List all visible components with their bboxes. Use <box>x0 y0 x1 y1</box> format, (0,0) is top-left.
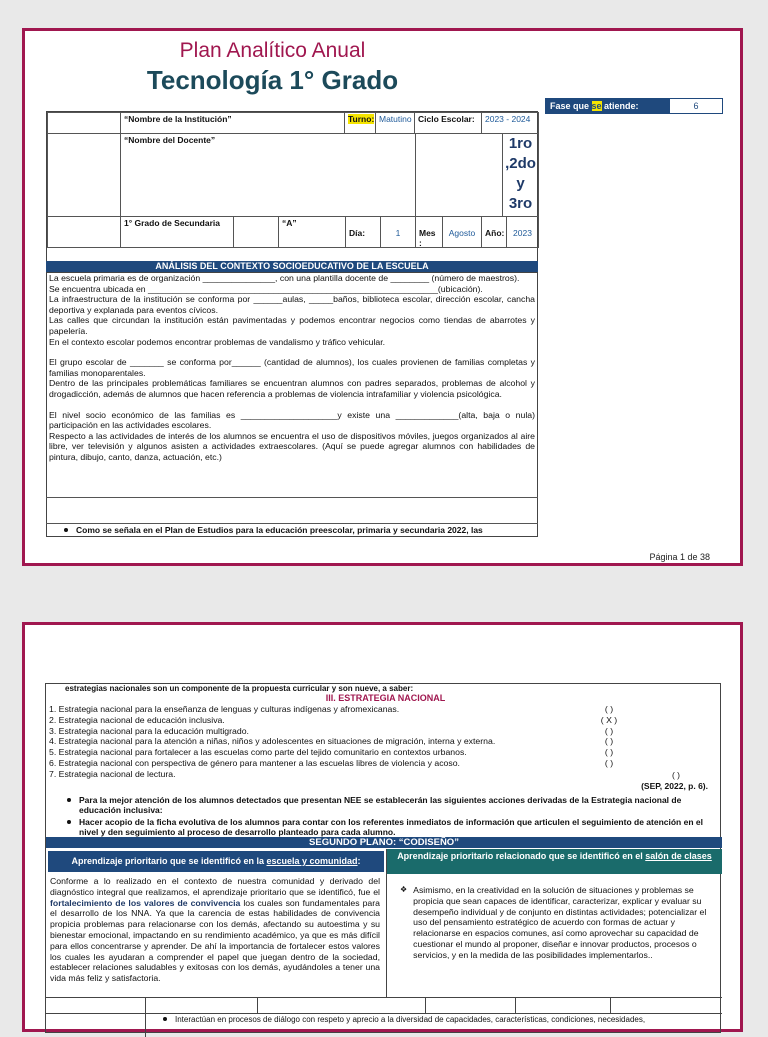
strategy-item: 4. Estrategia nacional para la atención a niñas, niños y adolescentes en situaciones de migración, interna y externa. ( ) <box>49 736 709 747</box>
grado-cell: 1° Grado de Secundaria <box>120 216 234 248</box>
document-subtitle: Tecnología 1° Grado <box>146 65 399 95</box>
divider <box>425 997 426 1013</box>
diamond-bullet-icon: ❖ <box>400 885 408 894</box>
paragraph: Las calles que circundan la institución están pavimentadas y podemos encontrar negocios como tiendas de abarrotes y papelería. <box>49 315 535 336</box>
empty-cell <box>233 216 279 248</box>
divider <box>515 997 516 1013</box>
empty-cell <box>47 133 121 217</box>
fase-box <box>545 98 723 114</box>
strategy-title: III. ESTRATEGIA NACIONAL <box>325 693 446 703</box>
docente-cell: “Nombre del Docente” <box>120 133 416 217</box>
divider <box>145 997 146 1037</box>
divider <box>46 497 538 498</box>
paragraph: La infraestructura de la institución se conforma por ______aulas, _____baños, biblioteca escolar, dirección escolar, cancha deportiva y explanada para eventos cívicos. <box>49 294 535 315</box>
strategy-item: 6. Estrategia nacional con perspectiva de género para mantener a las escuelas libres de violencia y acoso. ( ) <box>49 758 709 769</box>
document-page-1 <box>22 28 743 566</box>
bullet-dot-icon <box>67 820 71 824</box>
mes-label: Mes : <box>415 216 443 248</box>
bullet-item: Como se señala en el Plan de Estudios para la educación preescolar, primaria y secundaria 2022, las <box>46 525 483 535</box>
strategy-item: 1. Estrategia nacional para la enseñanza de lenguas y culturas indígenas y afromexicanas. ( ) <box>49 704 709 715</box>
bullet-dot-icon <box>163 1017 167 1021</box>
document-title: Plan Analítico Anual <box>179 39 366 62</box>
strategy-item: 7. Estrategia nacional de lectura. <box>49 769 709 780</box>
paragraph: Se encuentra ubicada en ____________________________________________________________(ubicación). <box>49 283 483 294</box>
anio-label: Año: <box>481 216 507 248</box>
nee-bullets <box>49 795 719 837</box>
page-number: Página 1 de 38 <box>649 552 710 562</box>
strategy-item: 2. Estrategia nacional de educación inclusiva. ( X ) <box>49 715 709 726</box>
fase-value: 6 <box>693 101 699 111</box>
col-body-escuela: Conforme a lo realizado en el contexto de nuestra comunidad y derivado del diagnóstico integral que realizamos, el aprendizaje prioritario que se identificó, fue el fortalecimiento de los valores de convivencia los cuales son fundamentales para el desarrollo de los NNA. Ya que la carencia de estas habilidades de convivencia propicia problemas para relacionarse con los demás, afectando su autoestima y su bienestar emocional, impactando en su rendimiento académico, ya que es más difícil para ellos concentrarse y aprender. De ahí la importancia de fortalecer estos valores los cuales les ayudaran a comprender el papel que juegan dentro de la sociedad, establecer relaciones saludables y exitosas con los demás, ayudándoles a tener una vida más feliz y satisfactoria. <box>50 876 380 984</box>
strategy-checkbox[interactable]: ( ) <box>604 704 614 714</box>
col-body-salon: ❖ Asimismo, en la creatividad en la solución de situaciones y problemas se propicia que sean capaces de identificar, caracterizar, explicar y evaluar su desempeño individual y de conjunto en distintas actividades; potencializar el uso del pensamiento estratégico de acuerdo con formas de actuar y relacionarse en espacios comunes, así como aprovechar su capacidad de cuestionar el mundo al proponer, diseñar e innovar productos, procesos o servicios, y en la medida de las posibilidades implementarlos.. <box>400 885 707 960</box>
header-table <box>46 111 538 263</box>
col-head-escuela: Aprendizaje prioritario que se identificó en la escuela y comunidad: <box>46 849 386 874</box>
divider <box>257 997 258 1013</box>
strategy-checkbox[interactable]: ( ) <box>671 770 680 780</box>
anio-value: 2023 <box>506 216 539 248</box>
bullet-item: Hacer acopio de la ficha evolutiva de los alumnos para contar con los referentes inmediatos de información que articulen el seguimiento de atención en el nivel y den seguimiento al proceso de desarrollo planteado para cada alumno. <box>49 817 719 837</box>
strategy-item: 5. Estrategia nacional para fortalecer a las escuelas como parte del tejido comunitario en contextos urbanos. ( ) <box>49 747 709 758</box>
empty-cell <box>47 216 121 248</box>
context-text <box>49 273 535 463</box>
fase-label: Fase que se atiende: <box>546 99 670 113</box>
document-page-2 <box>22 622 743 1032</box>
divider <box>610 997 611 1013</box>
bullet-item: Para la mejor atención de los alumnos detectados que presentan NEE se establecerán las siguientes acciones derivadas de la Estrategia nacional de educación inclusiva: <box>49 795 719 815</box>
ciclo-label: Ciclo Escolar: <box>414 112 482 134</box>
citation: (SEP, 2022, p. 6). <box>641 781 708 791</box>
empty-cell <box>47 112 121 134</box>
bullet-dot-icon <box>64 528 68 532</box>
paragraph: El grupo escolar de _______ se conforma por______ (cantidad de alumnos), los cuales provienen de familias completas y familias monoparentales. <box>49 357 535 378</box>
paragraph: En el contexto escolar podemos encontrar problemas de vandalismo y tráfico vehicular. <box>49 336 386 347</box>
mes-value: Agosto <box>442 216 482 248</box>
paragraph: El nivel socio económico de las familias es ____________________y existe una _____________(alta, baja o nula) participación en las actividades escolares. <box>49 409 535 431</box>
ciclo-value: 2023 - 2024 <box>481 112 539 134</box>
section-title-codiseno: SEGUNDO PLANO: “CODISEÑO” <box>46 837 722 848</box>
paragraph: La escuela primaria es de organización _______________, con una plantilla docente de ________ (número de maestros). <box>49 273 520 283</box>
turno-value: Matutino <box>375 112 415 134</box>
dia-label: Día: <box>345 216 381 248</box>
divider <box>46 997 722 998</box>
turno-label: Turno: <box>344 112 376 134</box>
bullet-item: Interactúan en procesos de diálogo con respeto y aprecio a la diversidad de capacidades, características, condiciones, necesidades, <box>155 1015 715 1024</box>
divider <box>46 523 538 524</box>
bullet-dot-icon <box>67 798 71 802</box>
strategy-item: 3. Estrategia nacional para la educación multigrado. ( ) <box>49 726 709 737</box>
paragraph: Respecto a las actividades de interés de los alumnos se encuentra el uso de dispositivos móviles, juegos organizados al aire libre, ver televisión y algunos asisten a actividades extraescolares. (Aquí se puede agregar alumnos con habilidades de pintura, dibujo, canto, danza, actuación, etc.) <box>49 430 535 462</box>
strategy-checkbox[interactable]: ( ) <box>604 725 614 736</box>
dia-value: 1 <box>380 216 416 248</box>
highlighted-word: se <box>591 101 602 111</box>
strategy-checkbox[interactable]: ( ) <box>604 757 614 768</box>
strategy-checkbox[interactable] <box>589 769 629 780</box>
paragraph: Dentro de las principales problemáticas familiares se encuentran alumnos con padres separados, problemas de alcohol y drogadicción, además de alumnos que hacen referencia a problemas de violencia intrafamiliar y violencia psicológica. <box>49 378 535 399</box>
empty-cell <box>415 133 503 217</box>
divider <box>386 849 387 997</box>
section-title-contexto: ANÁLISIS DEL CONTEXTO SOCIOEDUCATIVO DE LA ESCUELA <box>46 261 538 272</box>
strategy-checkbox[interactable]: ( ) <box>604 736 614 747</box>
strategy-intro: estrategias nacionales son un componente de la propuesta curricular y son nueve, a saber: <box>65 684 414 693</box>
strategy-list <box>49 704 709 780</box>
grupo-cell: “A” <box>278 216 346 248</box>
divider <box>46 1013 722 1014</box>
col-head-salon: Aprendizaje prioritario relacionado que se identificó en el salón de clases <box>387 849 722 874</box>
strategy-checkbox[interactable]: ( X ) <box>600 714 618 725</box>
strategy-checkbox[interactable]: ( ) <box>604 747 614 758</box>
grados-cell: 1ro ,2do y 3ro <box>502 133 539 217</box>
institution-cell: “Nombre de la Institución” <box>120 112 345 134</box>
